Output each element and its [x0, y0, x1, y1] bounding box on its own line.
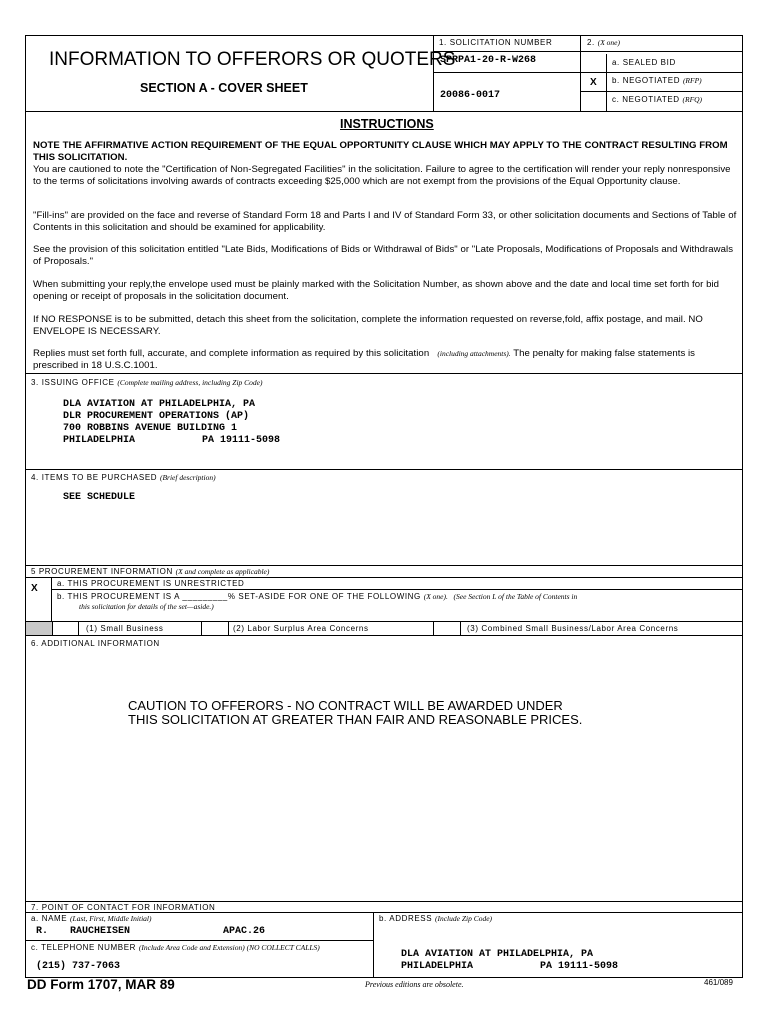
set-aside-small-business: (1) Small Business — [86, 624, 164, 633]
previous-editions-note: Previous editions are obsolete. — [365, 980, 464, 989]
additional-info-label: 6. ADDITIONAL INFORMATION — [31, 639, 160, 648]
contact-name-last: RAUCHEISEN — [70, 926, 131, 937]
option-negotiated-rfp-checkbox[interactable]: X — [590, 77, 597, 88]
issuing-office-city: PHILADELPHIA — [63, 435, 136, 446]
instruction-paragraph-3: See the provision of this solicitation entitled "Late Bids, Modifications of Bids or Withdrawal of Bids" or "Late Proposals, Modifications of Proposals and Withdrawals of Proposals." — [33, 244, 734, 267]
instruction-paragraph-5: If NO RESPONSE is to be submitted, detach this sheet from the solicitation, complete the information requested on reverse,fold, affix postage, and mail. NO ENVELOPE IS NECESSARY. — [33, 314, 703, 337]
solicitation-type-label: 2. (X one) — [587, 38, 620, 47]
section-subtitle: SECTION A - COVER SHEET — [140, 81, 308, 95]
issuing-office-line-3: 700 ROBBINS AVENUE BUILDING 1 — [63, 423, 238, 434]
secondary-number: 20086-0017 — [440, 90, 501, 101]
solicitation-number-label: 1. SOLICITATION NUMBER — [439, 38, 553, 47]
procurement-label: 5 PROCUREMENT INFORMATION (X and complete as applicable) — [31, 567, 270, 576]
instruction-paragraph-2: "Fill-ins" are provided on the face and reverse of Standard Form 18 and Parts I and IV of Standard Form 33, or other solicitation documents and Sections of Table of Contents in this solicitation and should be examined for applicability. — [33, 210, 737, 233]
caution-line-2: THIS SOLICITATION AT GREATER THAN FAIR AND REASONABLE PRICES. — [128, 712, 583, 727]
caution-line-1: CAUTION TO OFFERORS - NO CONTRACT WILL BE AWARDED UNDER — [128, 698, 563, 713]
issuing-office-label: 3. ISSUING OFFICE (Complete mailing address, including Zip Code) — [31, 378, 263, 387]
option-sealed-bid: a. SEALED BID — [612, 58, 676, 67]
contact-name-label: a. NAME (Last, First, Middle Initial) — [31, 914, 152, 923]
solicitation-number: SPRPA1-20-R-W268 — [440, 55, 537, 66]
contact-phone-label: c. TELEPHONE NUMBER (Include Area Code and Extension) (NO COLLECT CALLS) — [31, 943, 320, 952]
form-id: DD Form 1707, MAR 89 — [27, 977, 175, 992]
instruction-paragraph-6: Replies must set forth full, accurate, and complete information as required by this solicitation (including attachments). The penalty for making false statements is prescribed in 18 U.S.C.1001. — [33, 348, 696, 371]
instructions-heading: INSTRUCTIONS — [340, 117, 434, 131]
form-title: INFORMATION TO OFFERORS OR QUOTERS — [49, 49, 456, 70]
instruction-paragraph-4: When submitting your reply,the envelope used must be plainly marked with the Solicitation Number, as shown above and the date and local time set forth for bid opening or receipt of proposals in the solicitation document. — [33, 279, 720, 302]
option-negotiated-rfp: b. NEGOTIATED (RFP) — [612, 76, 702, 85]
issuing-office-line-1: DLA AVIATION AT PHILADELPHIA, PA — [63, 399, 256, 410]
procurement-set-aside-note: this solicitation for details of the set—aside.) — [79, 602, 214, 611]
issuing-office-state-zip: PA 19111-5098 — [202, 435, 281, 446]
affirmative-action-note: NOTE THE AFFIRMATIVE ACTION REQUIREMENT OF THE EQUAL OPPORTUNITY CLAUSE WHICH MAY APPLY TO THE CONTRACT RESULTING FROM THIS SOLICITATION. — [33, 140, 728, 163]
items-value: SEE SCHEDULE — [63, 492, 136, 503]
procurement-set-aside: b. THIS PROCUREMENT IS A _________% SET-ASIDE FOR ONE OF THE FOLLOWING (X one). (See Section L of the Table of Contents in — [57, 592, 578, 601]
contact-address-label: b. ADDRESS (Include Zip Code) — [379, 914, 493, 923]
instruction-paragraph-1: You are cautioned to note the "Certification of Non-Segregated Facilities" in the solicitation. Failure to agree to the certification will render your reply nonresponsive to the terms of solicitations involving awards of contracts exceeding $25,000 which are not exempt from the provisions of the Equal Opportunity clause. — [33, 164, 731, 187]
form-code: 461/089 — [704, 978, 733, 987]
contact-address-state-zip: PA 19111-5098 — [540, 961, 619, 972]
issuing-office-line-2: DLR PROCUREMENT OPERATIONS (AP) — [63, 411, 250, 422]
set-aside-combined: (3) Combined Small Business/Labor Area Concerns — [467, 624, 679, 633]
procurement-checkbox-mark[interactable]: X — [31, 583, 38, 594]
option-negotiated-rfq: c. NEGOTIATED (RFQ) — [612, 95, 703, 104]
set-aside-labor-surplus: (2) Labor Surplus Area Concerns — [233, 624, 369, 633]
contact-name-first: R. — [36, 926, 49, 937]
contact-address-city: PHILADELPHIA — [401, 961, 474, 972]
items-label: 4. ITEMS TO BE PURCHASED (Brief description) — [31, 473, 216, 482]
contact-phone: (215) 737-7063 — [36, 961, 121, 972]
contact-name-code: APAC.26 — [223, 926, 266, 937]
procurement-gray-cell — [26, 622, 52, 635]
instructions-section — [25, 111, 743, 373]
procurement-unrestricted: a. THIS PROCUREMENT IS UNRESTRICTED — [57, 579, 245, 588]
contact-address-line-1: DLA AVIATION AT PHILADELPHIA, PA — [401, 949, 594, 960]
contact-label: 7. POINT OF CONTACT FOR INFORMATION — [31, 903, 216, 912]
